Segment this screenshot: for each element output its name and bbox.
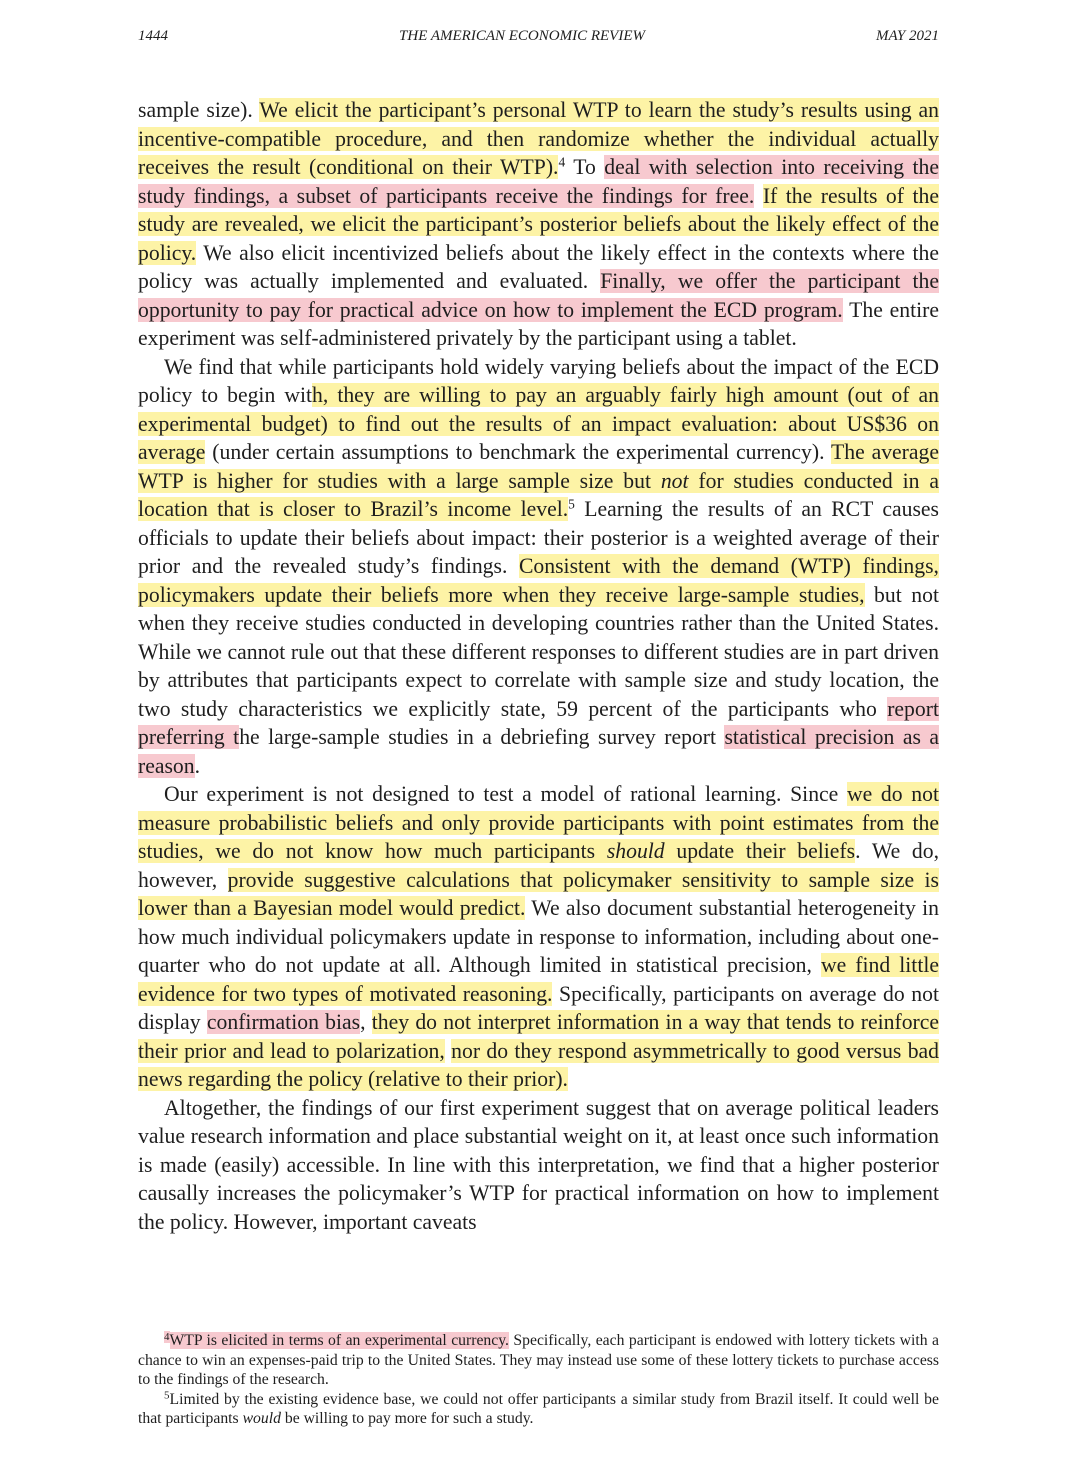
highlighted-text: deal with selection into receiving the study findings, a subset of participants receive the findings for free. [138,155,940,208]
highlighted-text: statistical precision as a reason [138,725,939,778]
highlighted-text: we do not measure probabilistic beliefs and only provide participants with point estimates from the studies, we do not know how much participants [138,782,939,863]
highlighted-text: update their beliefs [664,839,856,863]
highlighted-text: WTP is elicited in terms of an experimental currency. [169,1332,509,1349]
highlighted-text: Consistent with the demand (WTP) findings, policymakers update their beliefs more when they receive large-sample studies, [138,554,939,607]
footnote-marker: 4 [558,154,566,170]
text-span: but not when they receive studies conducted in developing countries rather than the United States. While we cannot rule out that these different responses to different studies are in part driven by attributes that participants expect to correlate with sample size and study location, the two study characteristics we explicitly state, 59 percent of the participants who [138,582,939,721]
text-span: We also elicit incentivized beliefs about the likely effect in the contexts where the policy was actually implemented and evaluated. [138,240,939,293]
paragraph-2 [138,353,939,781]
highlighted-text: The average WTP is higher for studies with a large sample size but [138,440,939,493]
text-span: To [565,155,605,179]
page-number: 1444 [138,28,168,44]
body-text [138,96,939,1236]
text-span [754,184,763,208]
text-span: (under certain assumptions to benchmark the experimental currency). [205,440,831,464]
text-span: The entire experiment was self-administered privately by the participant using a tablet. [138,297,939,350]
text-span: Learning the results of an RCT causes officials to update their beliefs about impact: their posterior is a weighted average of their prior and the revealed study’s findings. [138,497,939,578]
text-span: be willing to pay more for such a study. [280,1410,534,1428]
footnotes [138,1331,939,1429]
footnote-marker: 4 [164,1330,170,1343]
journal-title: THE AMERICAN ECONOMIC REVIEW [399,28,645,44]
issue-date: MAY 2021 [876,28,939,44]
footnote-marker: 5 [164,1389,170,1402]
text-span: Limited by the existing evidence base, we could not offer participants a similar study from Brazil itself. It could well be that participants [138,1390,939,1428]
highlighted-text: confirmation bias [206,1010,361,1034]
highlighted-text: they do not interpret information in a way that tends to reinforce their prior and lead to polarization, [138,1010,940,1063]
text-span: . [194,753,201,778]
text-span: Specifically, each participant is endowed with lottery tickets with a chance to win an expenses-paid trip to the United States. They may instead use some of these lottery tickets to purchase access to the findings of the research. [138,1332,939,1389]
paragraph-3 [138,780,939,1094]
footnote-2 [138,1390,939,1429]
paragraph-1 [138,96,939,353]
text-span: Specifically, participants on average do not display [138,981,939,1034]
running-header [138,25,939,47]
highlighted-text: we find little evidence for two types of motivated reasoning. [138,953,939,1006]
footnote-marker: 5 [568,496,575,512]
highlighted-text: Finally, we offer the participant the opportunity to pay for practical advice on how to implement the ECD program. [138,269,939,322]
text-span: would [242,1410,281,1428]
highlighted-text: for studies conducted in a location that is closer to Brazil’s income level. [138,468,939,521]
text-span: he large-sample studies in a debriefing survey report [239,725,725,749]
text-span: We also document substantial heterogeneity in how much individual policymakers update in response to information, including about one-quarter who do not update at all. Although limited in statistical precision, [138,896,940,977]
highlighted-text: If the results of the study are revealed, we elicit the participant’s posterior beliefs about the likely effect of the policy. [138,183,940,265]
text-span: . We do, however, [138,839,939,892]
highlighted-text: We elicit the participant’s personal WTP to learn the study’s results using an incentive-compatible procedure, and then randomize whether the individual actually receives the result (conditional on their WTP). [138,98,939,179]
highlighted-text: report preferring t [138,696,939,749]
highlighted-text: provide suggestive calculations that policymaker sensitivity to sample size is lower than a Bayesian model would predict. [138,867,939,920]
text-span: sample size). [138,98,260,122]
highlighted-text: not [660,468,689,493]
paragraph-4 [138,1094,939,1237]
text-span: We find that while participants hold widely varying beliefs about the impact of the ECD policy to begin wit [138,354,939,407]
text-span: Altogether, the findings of our first experiment suggest that on average political leaders value research information and place substantial weight on it, at least once such information is made (easily) accessible. In line with this interpretation, we find that a higher posterior causally increases the policymaker’s WTP for practical information on how to implement the policy. However, important caveats [138,1095,939,1234]
text-span: Our experiment is not designed to test a model of rational learning. Since [164,782,847,806]
highlighted-text: nor do they respond asymmetrically to good versus bad news regarding the policy (relative to their prior). [138,1038,940,1091]
footnote-1 [138,1331,939,1390]
text-span: , [360,1010,372,1034]
highlighted-text: should [606,839,665,863]
highlighted-text: h, they are willing to pay an arguably fairly high amount (out of an experimental budget) to find out the results of an impact evaluation: about US$36 on average [138,383,939,464]
